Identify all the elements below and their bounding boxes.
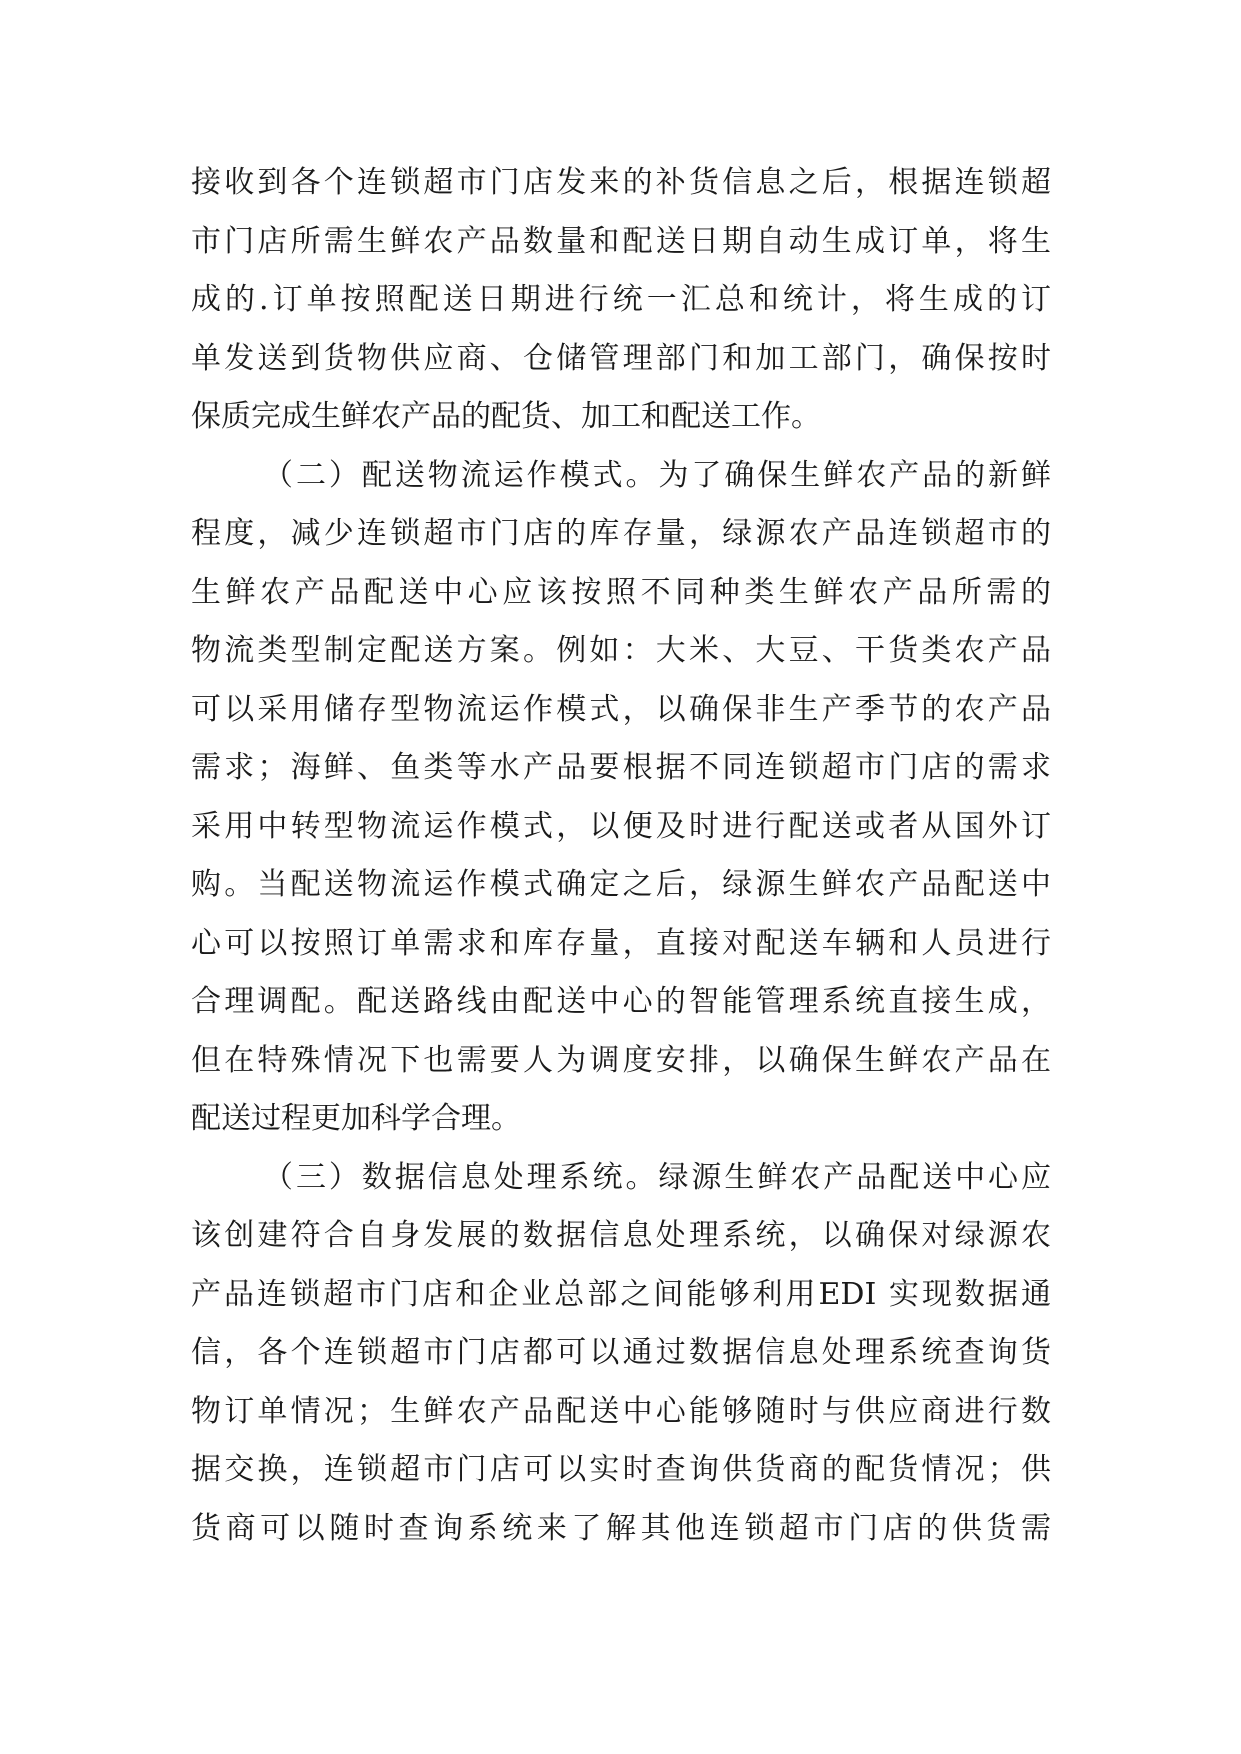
text-line: 可以采用储存型物流运作模式，以确保非生产季节的农产品 (191, 691, 1051, 727)
text-line: 货商可以随时查询系统来了解其他连锁超市门店的供货需 (191, 1510, 1051, 1546)
section-heading-line: （三）数据信息处理系统。绿源生鲜农产品配送中心应 (263, 1159, 1051, 1195)
text-line: 心可以按照订单需求和库存量，直接对配送车辆和人员进行 (191, 925, 1051, 961)
text-line: 产品连锁超市门店和企业总部之间能够利用EDI 实现数据通 (191, 1276, 1051, 1312)
section-heading-line: （二）配送物流运作模式。为了确保生鲜农产品的新鲜 (263, 457, 1051, 493)
text-line: 信，各个连锁超市门店都可以通过数据信息处理系统查询货 (191, 1335, 1051, 1370)
text-line: 购。当配送物流运作模式确定之后，绿源生鲜农产品配送中 (191, 867, 1051, 902)
body-text (191, 154, 1051, 1558)
text-line: 保质完成生鲜农产品的配货、加工和配送工作。 (191, 399, 821, 434)
text-line: 需求；海鲜、鱼类等水产品要根据不同连锁超市门店的需求 (191, 750, 1051, 785)
text-line: 生鲜农产品配送中心应该按照不同种类生鲜农产品所需的 (191, 574, 1051, 610)
text-line: 市门店所需生鲜农产品数量和配送日期自动生成订单，将生 (191, 223, 1051, 259)
text-line: 合理调配。配送路线由配送中心的智能管理系统直接生成， (191, 984, 1051, 1019)
text-line: 接收到各个连锁超市门店发来的补货信息之后，根据连锁超 (191, 165, 1051, 200)
text-line: 该创建符合自身发展的数据信息处理系统，以确保对绿源农 (191, 1218, 1051, 1253)
text-line: 程度，减少连锁超市门店的库存量，绿源农产品连锁超市的 (191, 516, 1051, 551)
text-line: 但在特殊情况下也需要人为调度安排，以确保生鲜农产品在 (191, 1042, 1051, 1078)
text-line: 物订单情况；生鲜农产品配送中心能够随时与供应商进行数 (191, 1393, 1051, 1429)
text-line: 据交换，连锁超市门店可以实时查询供货商的配货情况；供 (191, 1452, 1051, 1487)
text-line: 配送过程更加科学合理。 (191, 1101, 521, 1136)
text-line: 采用中转型物流运作模式，以便及时进行配送或者从国外订 (191, 808, 1051, 844)
text-line: 单发送到货物供应商、仓储管理部门和加工部门，确保按时 (191, 340, 1051, 376)
text-line: 物流类型制定配送方案。例如：大米、大豆、干货类农产品 (191, 633, 1051, 668)
text-line: 成的.订单按照配送日期进行统一汇总和统计，将生成的订 (191, 282, 1051, 317)
